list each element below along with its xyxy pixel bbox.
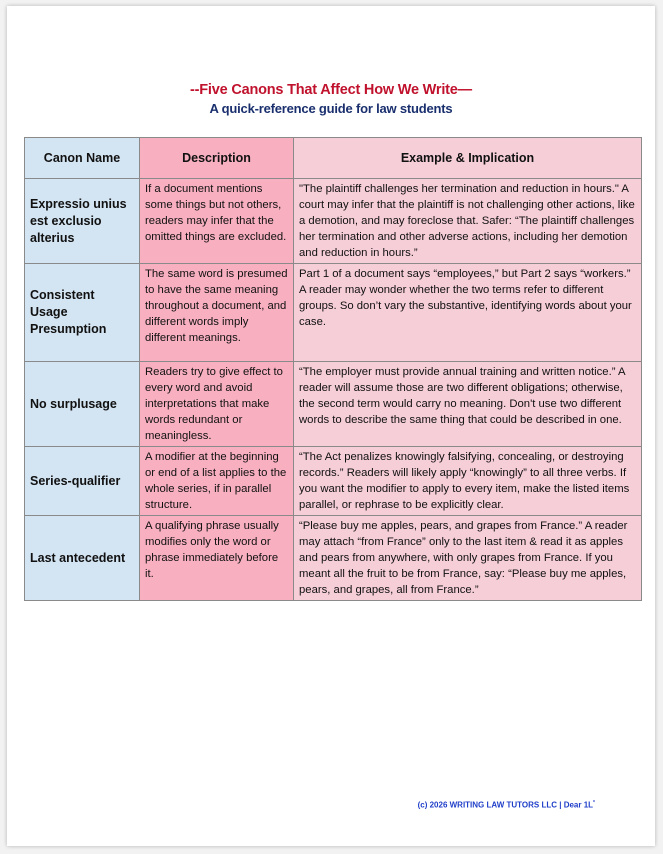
document-title: --Five Canons That Affect How We Write—: [190, 82, 472, 98]
canon-name: Series-qualifier: [25, 447, 140, 516]
canon-name: Consistent Usage Presumption: [25, 264, 140, 362]
canon-name: Expressio unius est exclusio alterius: [25, 179, 140, 264]
copyright-footer: [418, 800, 595, 810]
table-row: [25, 179, 642, 264]
header-description: Description: [140, 138, 294, 179]
table-header-row: [25, 138, 642, 179]
canon-name: Last antecedent: [25, 516, 140, 601]
header-canon-name: Canon Name: [25, 138, 140, 179]
table-row: [25, 516, 642, 601]
canon-description: A qualifying phrase usually modifies only the word or phrase immediately before it.: [140, 516, 294, 601]
canon-description: The same word is presumed to have the same meaning throughout a document, and different words imply different meanings.: [140, 264, 294, 362]
canon-example: “Please buy me apples, pears, and grapes from France.” A reader may attach “from France” only to the last item & read it as apples and pears from anywhere, with only grapes from France. If you meant all the fruit to be from France, say: “Please buy me apples, pears, and grapes, all from France.”: [294, 516, 642, 601]
canon-description: A modifier at the beginning or end of a list applies to the whole series, if in parallel structure.: [140, 447, 294, 516]
canon-example: "The plaintiff challenges her termination and reduction in hours." A court may infer that the plaintiff is not challenging other actions, like a demotion, and may foreclose that. Safer: “The plaintiff challenges her termination and other adverse actions, including her demotion and reduction in hours.”: [294, 179, 642, 264]
table-row: [25, 447, 642, 516]
canon-example: “The Act penalizes knowingly falsifying, concealing, or destroying records.” Readers will likely apply “knowingly” to all three verbs. If you want the modifier to apply to every item, make the listed items parallel, or rephrase to be explicitly clear.: [294, 447, 642, 516]
header-example: Example & Implication: [294, 138, 642, 179]
canons-table: [24, 137, 642, 601]
canon-example: Part 1 of a document says “employees,” but Part 2 says “workers.” A reader may wonder whether the two terms refer to different groups. So don’t vary the substantive, identifying words about your case.: [294, 264, 642, 362]
canon-description: If a document mentions some things but not others, readers may infer that the omitted things are excluded.: [140, 179, 294, 264]
document-page: [7, 6, 655, 846]
table-row: [25, 362, 642, 447]
table-row: [25, 264, 642, 362]
footer-text: (c) 2026 WRITING LAW TUTORS LLC | Dear 1L: [417, 800, 594, 810]
document-subtitle: A quick-reference guide for law students: [209, 101, 453, 116]
canon-name: No surplusage: [25, 362, 140, 447]
canon-example: “The employer must provide annual training and written notice.” A reader will assume those are two different obligations; otherwise, the second term would carry no meaning. Don't use two different words to describe the same thing that could be described in one.: [294, 362, 642, 447]
footer-mark: *: [593, 800, 595, 806]
canon-description: Readers try to give effect to every word and avoid interpretations that make words redundant or meaningless.: [140, 362, 294, 447]
